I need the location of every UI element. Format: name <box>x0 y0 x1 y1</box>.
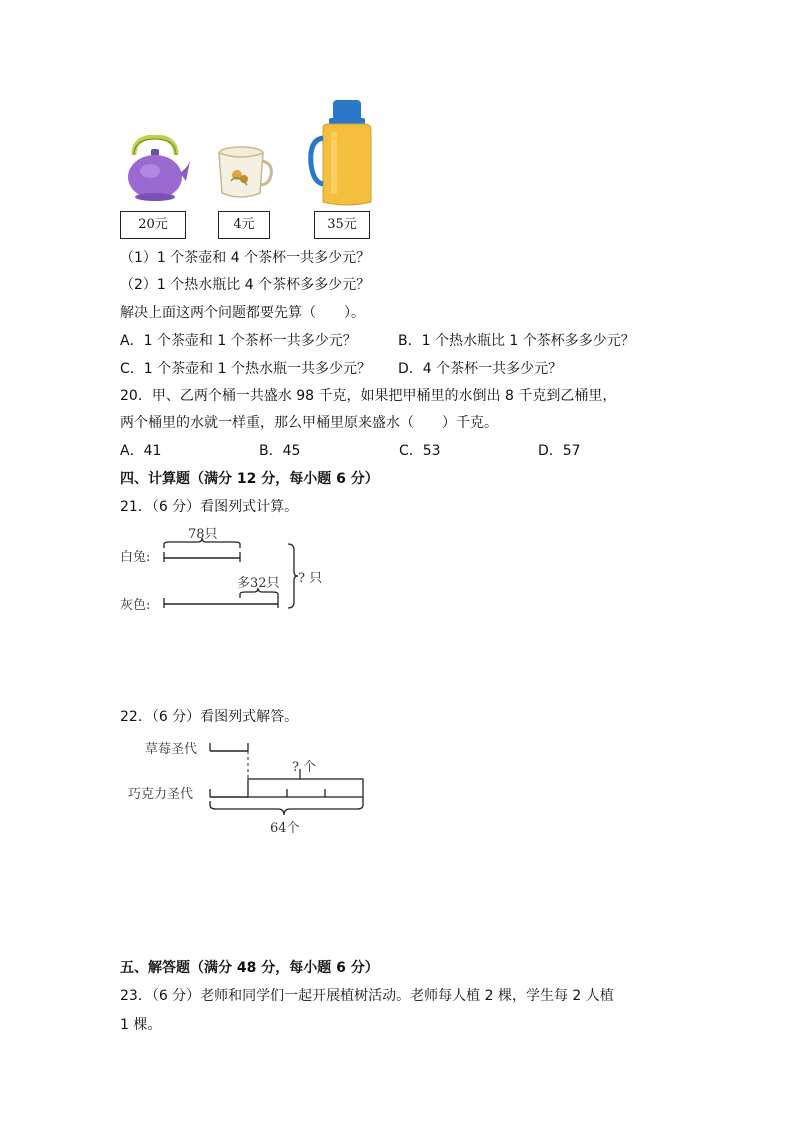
teacup-image <box>215 145 273 203</box>
q19-sub2: （2）1 个热水瓶比 4 个茶杯多多少元？ <box>120 277 371 293</box>
q22-diagram <box>200 735 375 835</box>
q21-diagram <box>150 530 310 615</box>
q19-stem: 解决上面这两个问题都要先算（ ）。 <box>120 305 365 321</box>
q22-question: ? 个 <box>292 760 317 775</box>
q21-diff: 多32只 <box>237 576 280 591</box>
q20-option-b: B．45 <box>259 443 301 459</box>
q21-top-count: 78只 <box>188 527 218 542</box>
q22-label-strawberry: 草莓圣代 <box>145 742 198 757</box>
q19-sub1: （1）1 个茶壶和 4 个茶杯一共多少元？ <box>120 250 371 266</box>
q20-line2: 两个桶里的水就一样重，那么甲桶里原来盛水（ ）千克。 <box>120 415 498 431</box>
q20-option-d: D．57 <box>538 443 581 459</box>
section5-title: 五、解答题（满分 48 分，每小题 6 分） <box>120 960 379 976</box>
q23-line2: 1 棵。 <box>120 1017 162 1033</box>
q19-option-a: A．1 个茶壶和 1 个茶杯一共多少元？ <box>120 333 357 349</box>
thermos-image <box>305 98 375 208</box>
q20-option-c: C．53 <box>399 443 441 459</box>
q21-total: ? 只 <box>298 571 323 586</box>
q20-line1: 20．甲、乙两个桶一共盛水 98 千克，如果把甲桶里的水倒出 8 千克到乙桶里， <box>120 388 617 404</box>
thermos-price: 35元 <box>314 211 370 239</box>
teapot-price: 20元 <box>120 211 186 239</box>
q21-text: 21．（6 分）看图列式计算。 <box>120 499 299 515</box>
q19-option-d: D．4 个茶杯一共多少元？ <box>398 361 563 377</box>
q21-label-gray: 灰色: <box>120 598 151 613</box>
q19-option-c: C．1 个茶壶和 1 个热水瓶一共多少元？ <box>120 361 371 377</box>
q22-text: 22．（6 分）看图列式解答。 <box>120 709 299 725</box>
q21-label-white: 白兔: <box>120 550 151 565</box>
teacup-price: 4元 <box>218 211 270 239</box>
q23-line1: 23．（6 分）老师和同学们一起开展植树活动。老师每人植 2 棵，学生每 2 人植 <box>120 988 614 1004</box>
q20-option-a: A．41 <box>120 443 162 459</box>
teapot-image <box>120 135 190 205</box>
q22-label-chocolate: 巧克力圣代 <box>128 787 194 802</box>
q19-option-b: B．1 个热水瓶比 1 个茶杯多多少元？ <box>398 333 635 349</box>
section4-title: 四、计算题（满分 12 分，每小题 6 分） <box>120 471 379 487</box>
q22-total: 64个 <box>270 821 300 836</box>
